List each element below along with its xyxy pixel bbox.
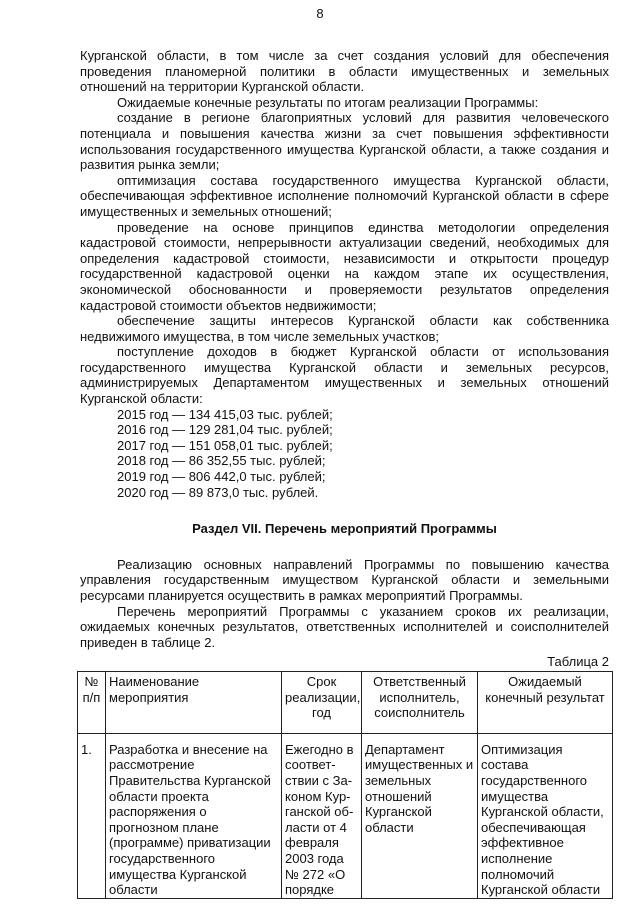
cell-executor: Департамент имущественных и земельных отношений Курганской области	[362, 733, 478, 898]
paragraph: оптимизация состава государственного имущества Курганской области, обеспечивающая эффективное исполнение полномочий Курганской области в сфере имущественных и земельных отношений;	[80, 172, 609, 219]
revenue-item: 2016 год — 129 281,04 тыс. рублей;	[117, 422, 333, 438]
header-result: Ожидаемый конечный результат	[478, 671, 613, 733]
table-row	[78, 733, 613, 898]
paragraph: Курганской области, в том числе за счет создания условий для обеспечения проведения планомерной политики в области имущественных и земельных отношений на территории Курганской области.	[80, 48, 609, 95]
table-caption: Таблица 2	[547, 654, 609, 670]
paragraph: создание в регионе благоприятных условий для развития человеческого потенциала и повышения качества жизни за счет повышения эффективности использования государственного имущества Курганской области, а также создания и развития рынка земли;	[80, 110, 609, 173]
revenue-item: 2020 год — 89 873,0 тыс. рублей.	[117, 484, 319, 500]
revenue-item: 2017 год — 151 058,01 тыс. рублей;	[117, 437, 333, 453]
paragraph: проведение на основе принципов единства методологии определения кадастровой стоимости, непрерывности актуализации сведений, необходимых для определения кадастровой стоимости, независимости и открытости процедур государственной кадастровой оценки на каждом этапе их осуществления, экономической обоснованности и проверяемости результатов определения кадастровой стоимости объектов недвижимости;	[80, 219, 609, 313]
document-body	[80, 48, 609, 899]
cell-term: Ежегодно в соответ-ствии с За-коном Кур-ганской об-ласти от 4 февраля 2003 года № 272 «О порядке	[282, 733, 362, 898]
paragraph: обеспечение защиты интересов Курганской области как собственника недвижимого имущества, в том числе земельных участков;	[80, 313, 609, 344]
header-name: Наименование мероприятия	[106, 671, 282, 733]
cell-name: Разработка и внесение на рассмотрение Правительства Курганской области проекта распоряжения о прогнозном плане (программе) приватизации государственного имущества Курганской области	[106, 733, 282, 898]
paragraph: поступление доходов в бюджет Курганской области от использования государственного имущества Курганской области и земельных ресурсов, администрируемых Департаментом имущественных и земельных отношений Курганской области:	[80, 344, 609, 407]
cell-num: 1.	[78, 733, 106, 898]
measures-table	[77, 671, 613, 899]
cell-result: Оптимизация состава государственного имущества Курганской области, обеспечивающая эффективное исполнение полномочий Курганской области	[478, 733, 613, 898]
page-number: 8	[316, 6, 324, 21]
paragraph: Реализацию основных направлений Программы по повышению качества управления государственным имуществом Курганской области и земельными ресурсами планируется осуществить в рамках мероприятий Программы.	[80, 556, 609, 603]
revenue-item: 2018 год — 86 352,55 тыс. рублей;	[117, 453, 326, 469]
header-executor: Ответственный исполнитель, соисполнитель	[362, 671, 478, 733]
revenue-item: 2019 год — 806 442,0 тыс. рублей;	[117, 469, 326, 485]
revenue-list	[80, 407, 609, 501]
header-num: № п/п	[78, 671, 106, 733]
header-term: Срок реализации, год	[282, 671, 362, 733]
section-title: Раздел VII. Перечень мероприятий Программы	[192, 521, 497, 537]
revenue-item: 2015 год — 134 415,03 тыс. рублей;	[117, 406, 333, 422]
table-header-row	[78, 671, 613, 733]
paragraph: Ожидаемые конечные результаты по итогам реализации Программы:	[117, 94, 539, 110]
paragraph: Перечень мероприятий Программы с указанием сроков их реализации, ожидаемых конечных результатов, ответственных исполнителей и соисполнителей приведен в таблице 2.	[80, 603, 609, 650]
